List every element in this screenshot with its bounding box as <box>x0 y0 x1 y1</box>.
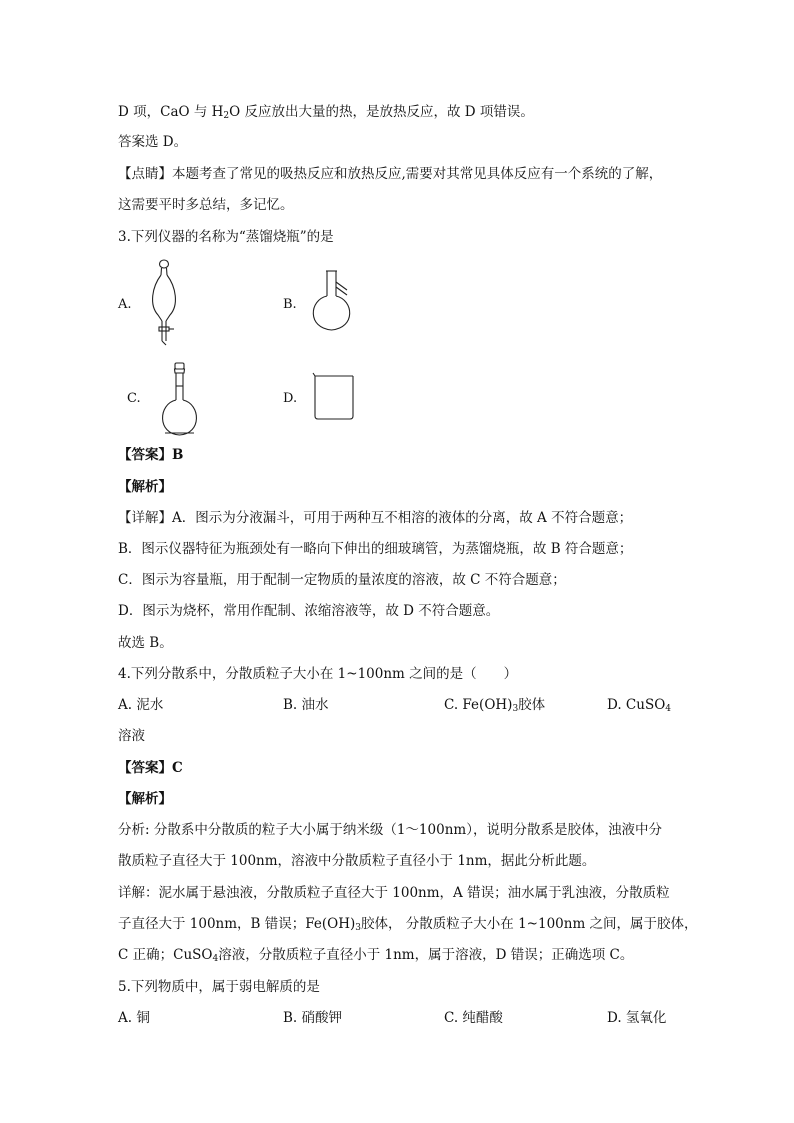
question-3: 3.下列仪器的名称为“蒸馏烧瓶”的是 <box>118 229 334 245</box>
q3-option-c-label: C. <box>127 391 141 406</box>
q4-detail-3: C 正确；CuSO$_4$溶液，分散质粒子直径小于 1nm，属于溶液，D 错误；正确选项 C。 <box>118 947 634 964</box>
q4-analysis-1: 分析: 分散系中分散质的粒子大小属于纳米级（1～100nm），说明分散系是胶体，浊液中分 <box>118 822 662 838</box>
q3-detail-3: C．图示为容量瓶，用于配制一定物质的量浓度的溶液，故 C 不符合题意； <box>118 572 566 588</box>
q4-analysis-2: 散质粒子直径大于 100nm，溶液中分散质粒子直径小于 1nm，据此分析此题。 <box>118 853 596 869</box>
tip-line-1: 【点睛】本题考查了常见的吸热反应和放热反应,需要对其常见具体反应有一个系统的了解， <box>118 166 663 182</box>
tip-line-2: 这需要平时多总结，多记忆。 <box>118 197 294 213</box>
q5-option-c: C. 纯醋酸 <box>444 1010 503 1026</box>
q3-conclusion: 故选 B。 <box>118 635 173 651</box>
distilling-flask-image <box>303 268 363 338</box>
q4-detail-2: 子直径大于 100nm，B 错误；$Fe(OH)_3$胶体， 分散质粒子大小在 1~100nm 之间，属于胶体， <box>118 916 698 933</box>
question-4: 4.下列分散系中，分散质粒子大小在 1~100nm 之间的是（ ） <box>118 666 518 682</box>
q5-options <box>118 1008 678 1028</box>
q4-answer: 【答案】C <box>118 760 183 776</box>
q5-option-d: D. 氢氧化 <box>607 1010 667 1026</box>
q4-options <box>118 695 678 715</box>
q3-option-d-label: D. <box>283 391 298 406</box>
q4-option-b: B. 油水 <box>283 697 329 713</box>
q3-option-a-label: A. <box>118 297 132 312</box>
q3-detail-2: B．图示仪器特征为瓶颈处有一略向下伸出的细玻璃管，为蒸馏烧瓶，故 B 符合题意； <box>118 541 633 557</box>
beaker-image <box>310 370 358 422</box>
q5-option-a: A. 铜 <box>118 1010 150 1026</box>
text-line-2: 答案选 D。 <box>118 134 188 150</box>
q5-option-b: B. 硝酸钾 <box>283 1010 343 1026</box>
question-5: 5.下列物质中，属于弱电解质的是 <box>118 979 320 995</box>
q4-analysis-heading: 【解析】 <box>118 791 172 807</box>
q4-option-a: A. 泥水 <box>118 697 164 713</box>
q4-option-d-continued: 溶液 <box>118 728 145 744</box>
q4-option-c: C. $Fe(OH)_3$胶体 <box>444 697 546 714</box>
volumetric-flask-image <box>155 360 205 440</box>
q3-answer: 【答案】B <box>118 447 184 463</box>
separatory-funnel-image <box>140 255 190 347</box>
q3-option-b-label: B. <box>283 297 297 312</box>
text-line-1: D 项，CaO 与 $H_2O$ 反应放出大量的热，是放热反应，故 D 项错误。 <box>118 104 534 121</box>
q4-option-d: D. CuSO$_4$ <box>607 697 671 714</box>
q3-analysis-heading: 【解析】 <box>118 479 172 495</box>
q4-detail-1: 详解：泥水属于悬浊液，分散质粒子直径大于 100nm，A 错误；油水属于乳浊液，分散质粒 <box>118 885 670 901</box>
q3-detail-4: D．图示为烧杯，常用作配制、浓缩溶液等，故 D 不符合题意。 <box>118 603 500 619</box>
q3-detail-1: 【详解】A．图示为分液漏斗，可用于两种互不相溶的液体的分离，故 A 不符合题意； <box>118 510 633 526</box>
